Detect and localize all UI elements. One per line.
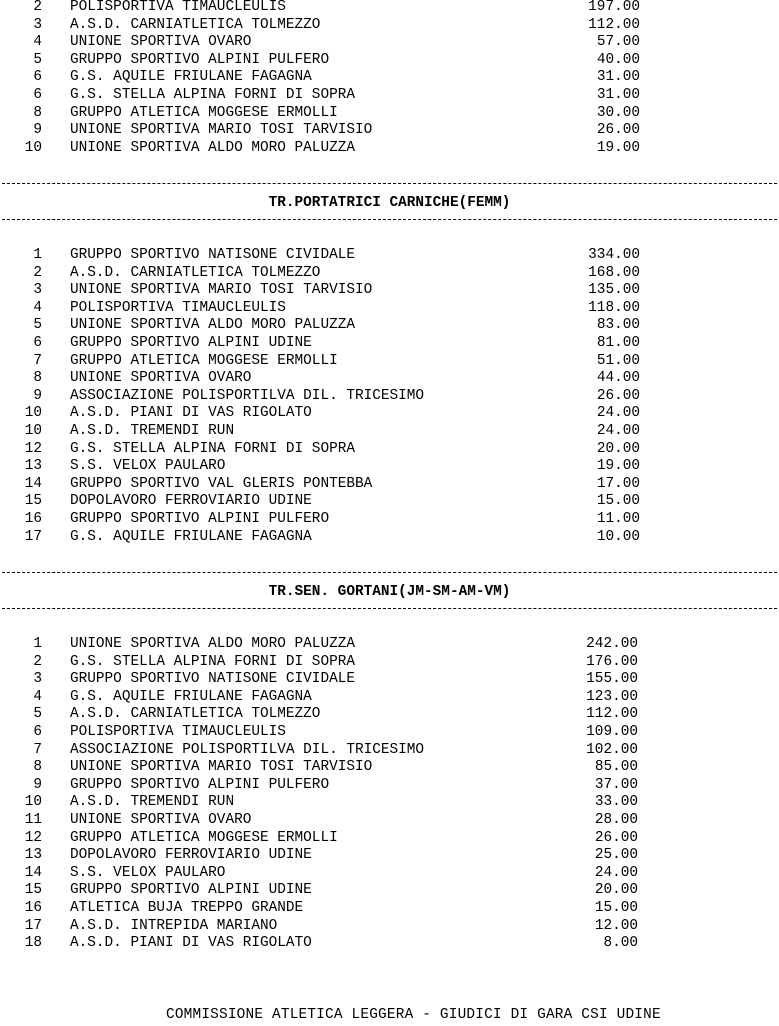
team-points: 118.00: [588, 299, 640, 316]
team-name: POLISPORTIVA TIMAUCLEULIS: [70, 724, 286, 740]
team-points: 51.00: [596, 352, 640, 369]
rank-number: 14: [24, 475, 42, 492]
team-points: 25.00: [594, 847, 638, 864]
team-points: 168.00: [588, 264, 640, 281]
dashed-divider: [0, 179, 779, 189]
section-title-gortani: TR.SEN. GORTANI(JM-SM-AM-VM): [268, 584, 511, 600]
rank-number: 15: [24, 882, 42, 899]
rank-number: 9: [33, 122, 42, 139]
ranking-row: [0, 794, 779, 812]
team-points: 85.00: [594, 759, 638, 776]
team-name: POLISPORTIVA TIMAUCLEULIS: [70, 299, 286, 316]
rank-number: 6: [33, 724, 42, 740]
team-points: 19.00: [596, 139, 640, 156]
team-points: 15.00: [596, 493, 640, 510]
rank-number: 2: [33, 264, 42, 281]
rank-number: 5: [33, 51, 42, 68]
team-points: 10.00: [596, 528, 640, 545]
team-points: 102.00: [586, 741, 638, 758]
rank-number: 17: [24, 528, 42, 545]
rank-number: 10: [24, 423, 42, 439]
rank-number: 10: [24, 139, 42, 156]
team-points: 24.00: [596, 423, 640, 439]
team-points: 176.00: [586, 653, 638, 670]
rank-number: 14: [24, 864, 42, 881]
ranking-row: [0, 706, 779, 724]
team-points: 15.00: [594, 900, 638, 916]
dashed-divider: [0, 604, 779, 614]
team-points: 242.00: [586, 636, 638, 652]
ranking-row: [0, 759, 779, 777]
ranking-row: [0, 742, 779, 760]
ranking-row: [0, 918, 779, 936]
ranking-row: [0, 282, 779, 300]
team-name: GRUPPO SPORTIVO ALPINI PULFERO: [70, 51, 330, 68]
ranking-row: [0, 689, 779, 707]
ranking-row: [0, 476, 779, 494]
ranking-row: [0, 671, 779, 689]
team-points: 83.00: [596, 317, 640, 334]
team-name: G.S. AQUILE FRIULANE FAGAGNA: [70, 688, 312, 705]
rank-number: 3: [33, 16, 42, 33]
ranking-row: [0, 87, 779, 105]
team-name: ATLETICA BUJA TREPPO GRANDE: [70, 900, 304, 916]
rank-number: 13: [24, 458, 42, 475]
team-points: 135.00: [588, 282, 640, 299]
rank-number: 17: [24, 917, 42, 934]
team-points: 30.00: [596, 104, 640, 121]
team-name: UNIONE SPORTIVA MARIO TOSI TARVISIO: [70, 282, 373, 299]
team-points: 33.00: [594, 794, 638, 811]
rank-number: 8: [33, 759, 42, 776]
team-points: 123.00: [586, 688, 638, 705]
ranking-row: [0, 247, 779, 265]
team-name: GRUPPO SPORTIVO ALPINI PULFERO: [70, 776, 330, 793]
team-name: GRUPPO SPORTIVO ALPINI PULFERO: [70, 511, 330, 527]
rank-number: 7: [33, 352, 42, 369]
rank-number: 13: [24, 847, 42, 864]
team-name: A.S.D. CARNIATLETICA TOLMEZZO: [70, 706, 321, 723]
team-name: A.S.D. CARNIATLETICA TOLMEZZO: [70, 264, 321, 281]
ranking-row: [0, 105, 779, 123]
ranking-row: [0, 17, 779, 35]
team-name: G.S. STELLA ALPINA FORNI DI SOPRA: [70, 87, 355, 103]
rank-number: 6: [33, 87, 42, 103]
ranking-row: [0, 724, 779, 742]
ranking-row: [0, 882, 779, 900]
ranking-row: [0, 122, 779, 140]
rank-number: 2: [33, 653, 42, 670]
rank-number: 12: [24, 440, 42, 457]
rank-number: 4: [33, 688, 42, 705]
ranking-row: [0, 140, 779, 158]
team-points: 37.00: [594, 776, 638, 793]
team-points: 8.00: [603, 935, 638, 952]
team-points: 12.00: [594, 917, 638, 934]
footer-commission: COMMISSIONE ATLETICA LEGGERA - GIUDICI DI GARA CSI UDINE: [166, 1007, 661, 1023]
team-name: G.S. STELLA ALPINA FORNI DI SOPRA: [70, 440, 355, 457]
rank-number: 9: [33, 387, 42, 404]
ranking-row: [0, 900, 779, 918]
rank-number: 4: [33, 34, 42, 51]
ranking-row: [0, 529, 779, 547]
team-name: GRUPPO SPORTIVO NATISONE CIVIDALE: [70, 247, 355, 263]
ranking-row: [0, 0, 779, 17]
dashed-divider: [0, 568, 779, 578]
team-name: UNIONE SPORTIVA ALDO MORO PALUZZA: [70, 317, 355, 334]
rank-number: 8: [33, 104, 42, 121]
rank-number: 15: [24, 493, 42, 510]
team-name: GRUPPO SPORTIVO VAL GLERIS PONTEBBA: [70, 475, 373, 492]
ranking-row: [0, 370, 779, 388]
ranking-row: [0, 335, 779, 353]
ranking-row: [0, 300, 779, 318]
team-points: 112.00: [588, 16, 640, 33]
team-points: 19.00: [596, 458, 640, 475]
team-name: A.S.D. INTREPIDA MARIANO: [70, 917, 278, 934]
rank-number: 10: [24, 405, 42, 422]
ranking-row: [0, 265, 779, 283]
team-points: 26.00: [596, 387, 640, 404]
rank-number: 2: [33, 0, 42, 15]
team-points: 31.00: [596, 69, 640, 86]
ranking-row: [0, 388, 779, 406]
team-points: 28.00: [594, 812, 638, 828]
team-name: ASSOCIAZIONE POLISPORTILVA DIL. TRICESIMO: [70, 387, 425, 404]
team-points: 26.00: [594, 829, 638, 846]
ranking-row: [0, 405, 779, 423]
team-name: A.S.D. TREMENDI RUN: [70, 794, 235, 811]
team-points: 44.00: [596, 370, 640, 387]
team-points: 17.00: [596, 475, 640, 492]
rank-number: 1: [33, 636, 42, 652]
rank-number: 12: [24, 829, 42, 846]
ranking-row: [0, 34, 779, 52]
team-name: GRUPPO ATLETICA MOGGESE ERMOLLI: [70, 352, 338, 369]
team-points: 31.00: [596, 87, 640, 103]
team-name: UNIONE SPORTIVA ALDO MORO PALUZZA: [70, 636, 355, 652]
rank-number: 6: [33, 69, 42, 86]
team-points: 109.00: [586, 724, 638, 740]
rank-number: 11: [24, 812, 42, 828]
ranking-row: [0, 654, 779, 672]
team-name: UNIONE SPORTIVA MARIO TOSI TARVISIO: [70, 122, 373, 139]
rank-number: 6: [33, 335, 42, 351]
team-points: 57.00: [596, 34, 640, 51]
team-name: G.S. STELLA ALPINA FORNI DI SOPRA: [70, 653, 355, 670]
rank-number: 16: [24, 511, 42, 527]
team-name: A.S.D. PIANI DI VAS RIGOLATO: [70, 405, 312, 422]
ranking-row: [0, 777, 779, 795]
team-points: 20.00: [596, 440, 640, 457]
rank-number: 7: [33, 741, 42, 758]
ranking-row: [0, 317, 779, 335]
rank-number: 4: [33, 299, 42, 316]
team-points: 40.00: [596, 51, 640, 68]
team-points: 11.00: [596, 511, 640, 527]
team-name: UNIONE SPORTIVA ALDO MORO PALUZZA: [70, 139, 355, 156]
team-points: 197.00: [588, 0, 640, 15]
team-name: ASSOCIAZIONE POLISPORTILVA DIL. TRICESIMO: [70, 741, 425, 758]
team-name: GRUPPO SPORTIVO NATISONE CIVIDALE: [70, 671, 355, 688]
team-name: GRUPPO SPORTIVO ALPINI UDINE: [70, 335, 312, 351]
team-name: GRUPPO ATLETICA MOGGESE ERMOLLI: [70, 104, 338, 121]
ranking-row: [0, 636, 779, 654]
team-name: DOPOLAVORO FERROVIARIO UDINE: [70, 847, 312, 864]
team-name: G.S. AQUILE FRIULANE FAGAGNA: [70, 528, 312, 545]
dashed-divider: [0, 215, 779, 225]
ranking-row: [0, 935, 779, 953]
team-points: 20.00: [594, 882, 638, 899]
team-name: GRUPPO ATLETICA MOGGESE ERMOLLI: [70, 829, 338, 846]
team-name: A.S.D. PIANI DI VAS RIGOLATO: [70, 935, 312, 952]
team-points: 155.00: [586, 671, 638, 688]
team-name: A.S.D. CARNIATLETICA TOLMEZZO: [70, 16, 321, 33]
rank-number: 5: [33, 317, 42, 334]
ranking-row: [0, 865, 779, 883]
rank-number: 18: [24, 935, 42, 952]
team-points: 26.00: [596, 122, 640, 139]
team-name: G.S. AQUILE FRIULANE FAGAGNA: [70, 69, 312, 86]
ranking-row: [0, 493, 779, 511]
ranking-row: [0, 52, 779, 70]
rank-number: 3: [33, 671, 42, 688]
team-points: 24.00: [596, 405, 640, 422]
team-points: 112.00: [586, 706, 638, 723]
ranking-row: [0, 847, 779, 865]
team-name: S.S. VELOX PAULARO: [70, 864, 226, 881]
team-name: UNIONE SPORTIVA OVARO: [70, 370, 252, 387]
ranking-row: [0, 812, 779, 830]
team-name: POLISPORTIVA TIMAUCLEULIS: [70, 0, 286, 15]
section-title-portatrici: TR.PORTATRICI CARNICHE(FEMM): [268, 195, 511, 211]
ranking-row: [0, 423, 779, 441]
rank-number: 9: [33, 776, 42, 793]
rank-number: 5: [33, 706, 42, 723]
team-points: 81.00: [596, 335, 640, 351]
team-name: UNIONE SPORTIVA OVARO: [70, 812, 252, 828]
ranking-row: [0, 441, 779, 459]
team-points: 334.00: [588, 247, 640, 263]
ranking-row: [0, 69, 779, 87]
rank-number: 1: [33, 247, 42, 263]
ranking-row: [0, 511, 779, 529]
team-name: S.S. VELOX PAULARO: [70, 458, 226, 475]
ranking-row: [0, 353, 779, 371]
ranking-row: [0, 830, 779, 848]
rank-number: 3: [33, 282, 42, 299]
rank-number: 16: [24, 900, 42, 916]
team-points: 24.00: [594, 864, 638, 881]
team-name: UNIONE SPORTIVA MARIO TOSI TARVISIO: [70, 759, 373, 776]
team-name: GRUPPO SPORTIVO ALPINI UDINE: [70, 882, 312, 899]
team-name: A.S.D. TREMENDI RUN: [70, 423, 235, 439]
team-name: DOPOLAVORO FERROVIARIO UDINE: [70, 493, 312, 510]
team-name: UNIONE SPORTIVA OVARO: [70, 34, 252, 51]
ranking-row: [0, 458, 779, 476]
rank-number: 8: [33, 370, 42, 387]
rank-number: 10: [24, 794, 42, 811]
